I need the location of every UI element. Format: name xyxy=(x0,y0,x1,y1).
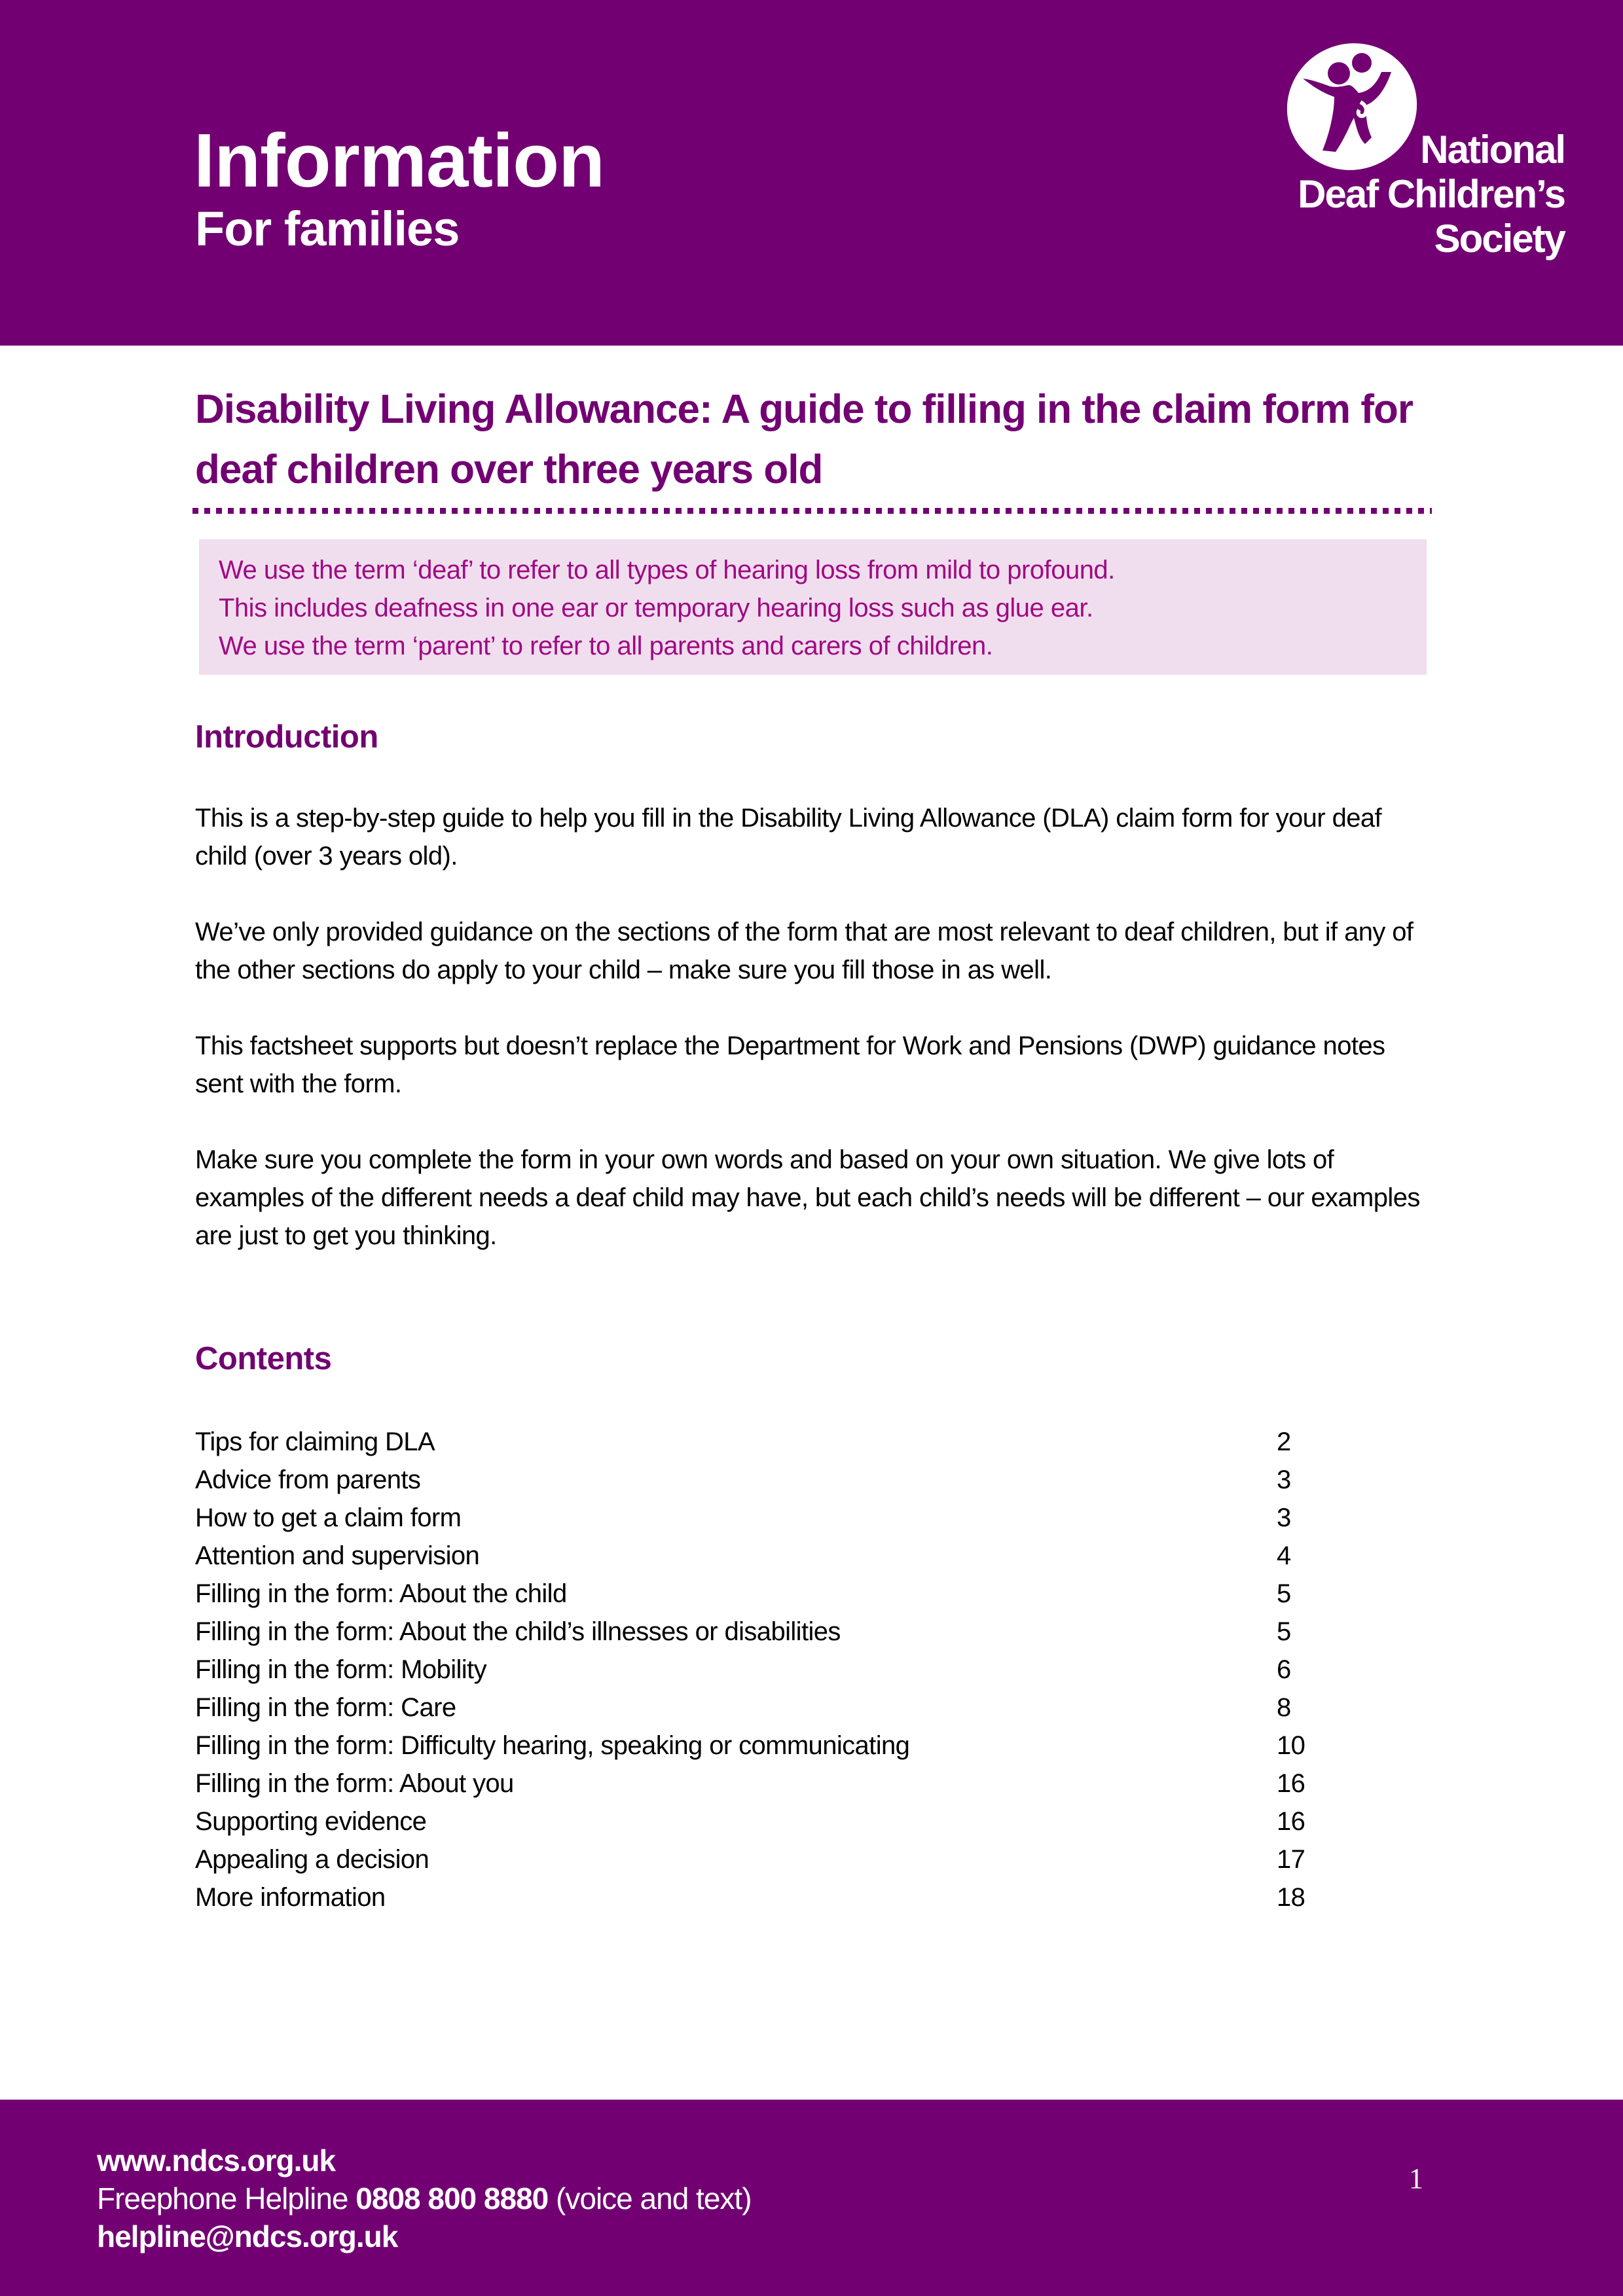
callout-line: This includes deafness in one ear or temporary hearing loss such as glue ear. xyxy=(219,594,1093,622)
logo-line-1: National xyxy=(1420,128,1565,171)
ndcs-logo xyxy=(1283,39,1571,268)
toc-entry[interactable] xyxy=(195,1840,1374,1878)
toc-label: Filling in the form: About the child xyxy=(195,1579,567,1608)
toc-page-number: 16 xyxy=(1277,1769,1305,1798)
helpline-prefix: Freephone Helpline xyxy=(97,2181,356,2215)
logo-line-3: Society xyxy=(1434,217,1565,260)
table-of-contents xyxy=(195,1423,1374,1916)
toc-page-number: 4 xyxy=(1277,1541,1291,1570)
introduction-body xyxy=(195,799,1439,1293)
helpline-number[interactable]: 0808 800 8880 xyxy=(356,2181,549,2215)
toc-page-number: 5 xyxy=(1277,1617,1291,1646)
email-link[interactable]: helpline@ndcs.org.uk xyxy=(97,2219,398,2253)
dotted-divider xyxy=(192,508,1432,514)
contents-heading: Contents xyxy=(195,1341,332,1376)
toc-page-number: 17 xyxy=(1277,1845,1305,1874)
toc-page-number: 10 xyxy=(1277,1731,1305,1760)
toc-label: Attention and supervision xyxy=(195,1541,480,1570)
toc-entry[interactable] xyxy=(195,1537,1374,1575)
logo-line-2: Deaf Children’s xyxy=(1298,172,1565,216)
logo-wordmark xyxy=(1277,128,1565,261)
footer-contact xyxy=(97,2142,752,2255)
terminology-callout xyxy=(199,539,1427,675)
toc-page-number: 3 xyxy=(1277,1503,1291,1532)
header-banner xyxy=(0,0,1623,346)
toc-entry[interactable] xyxy=(195,1765,1374,1803)
toc-page-number: 8 xyxy=(1277,1693,1291,1722)
toc-page-number: 18 xyxy=(1277,1883,1305,1912)
toc-entry[interactable] xyxy=(195,1499,1374,1537)
toc-entry[interactable] xyxy=(195,1613,1374,1651)
brand-title: Information xyxy=(194,118,604,203)
page-number: 1 xyxy=(1409,2162,1423,2195)
toc-entry[interactable] xyxy=(195,1651,1374,1689)
toc-label: Supporting evidence xyxy=(195,1807,427,1836)
intro-paragraph: We’ve only provided guidance on the sections of the form that are most relevant to deaf children, but if any of the other sections do apply to your child – make sure you fill those in as well. xyxy=(195,918,1413,984)
toc-page-number: 2 xyxy=(1277,1427,1291,1456)
callout-line: We use the term ‘parent’ to refer to all parents and carers of children. xyxy=(219,632,993,660)
toc-label: Filling in the form: Care xyxy=(195,1693,456,1722)
document-title: Disability Living Allowance: A guide to filling in the claim form for deaf children over three years old xyxy=(195,387,1413,492)
toc-entry[interactable] xyxy=(195,1423,1374,1461)
intro-paragraph: Make sure you complete the form in your own words and based on your own situation. We give lots of examples of the different needs a deaf child may have, but each child’s needs will be different – our examples are just to get you thinking. xyxy=(195,1145,1420,1250)
toc-entry[interactable] xyxy=(195,1461,1374,1499)
toc-label: Appealing a decision xyxy=(195,1845,429,1874)
toc-label: Filling in the form: Mobility xyxy=(195,1655,486,1684)
toc-label: How to get a claim form xyxy=(195,1503,462,1532)
intro-paragraph: This is a step-by-step guide to help you fill in the Disability Living Allowance (DLA) claim form for your deaf child (over 3 years old). xyxy=(195,804,1382,870)
brand-subtitle: For families xyxy=(195,202,460,256)
toc-entry[interactable] xyxy=(195,1727,1374,1765)
toc-entry[interactable] xyxy=(195,1803,1374,1840)
callout-line: We use the term ‘deaf’ to refer to all types of hearing loss from mild to profound. xyxy=(219,556,1115,584)
toc-label: Advice from parents xyxy=(195,1465,421,1494)
toc-page-number: 5 xyxy=(1277,1579,1291,1608)
toc-label: Filling in the form: About you xyxy=(195,1769,514,1798)
toc-label: More information xyxy=(195,1883,386,1912)
toc-label: Filling in the form: Difficulty hearing, speaking or communicating xyxy=(195,1731,910,1760)
toc-entry[interactable] xyxy=(195,1689,1374,1727)
helpline-suffix: (voice and text) xyxy=(548,2181,752,2215)
intro-paragraph: This factsheet supports but doesn’t replace the Department for Work and Pensions (DWP) guidance notes sent with the form. xyxy=(195,1031,1385,1098)
toc-label: Filling in the form: About the child’s illnesses or disabilities xyxy=(195,1617,841,1646)
introduction-heading: Introduction xyxy=(195,719,378,755)
toc-page-number: 16 xyxy=(1277,1807,1305,1836)
website-link[interactable]: www.ndcs.org.uk xyxy=(97,2144,336,2178)
footer-banner xyxy=(0,2100,1623,2296)
toc-page-number: 3 xyxy=(1277,1465,1291,1494)
toc-entry[interactable] xyxy=(195,1575,1374,1613)
helpline-line xyxy=(97,2179,752,2217)
toc-entry[interactable] xyxy=(195,1878,1374,1916)
toc-page-number: 6 xyxy=(1277,1655,1291,1684)
toc-label: Tips for claiming DLA xyxy=(195,1427,435,1456)
